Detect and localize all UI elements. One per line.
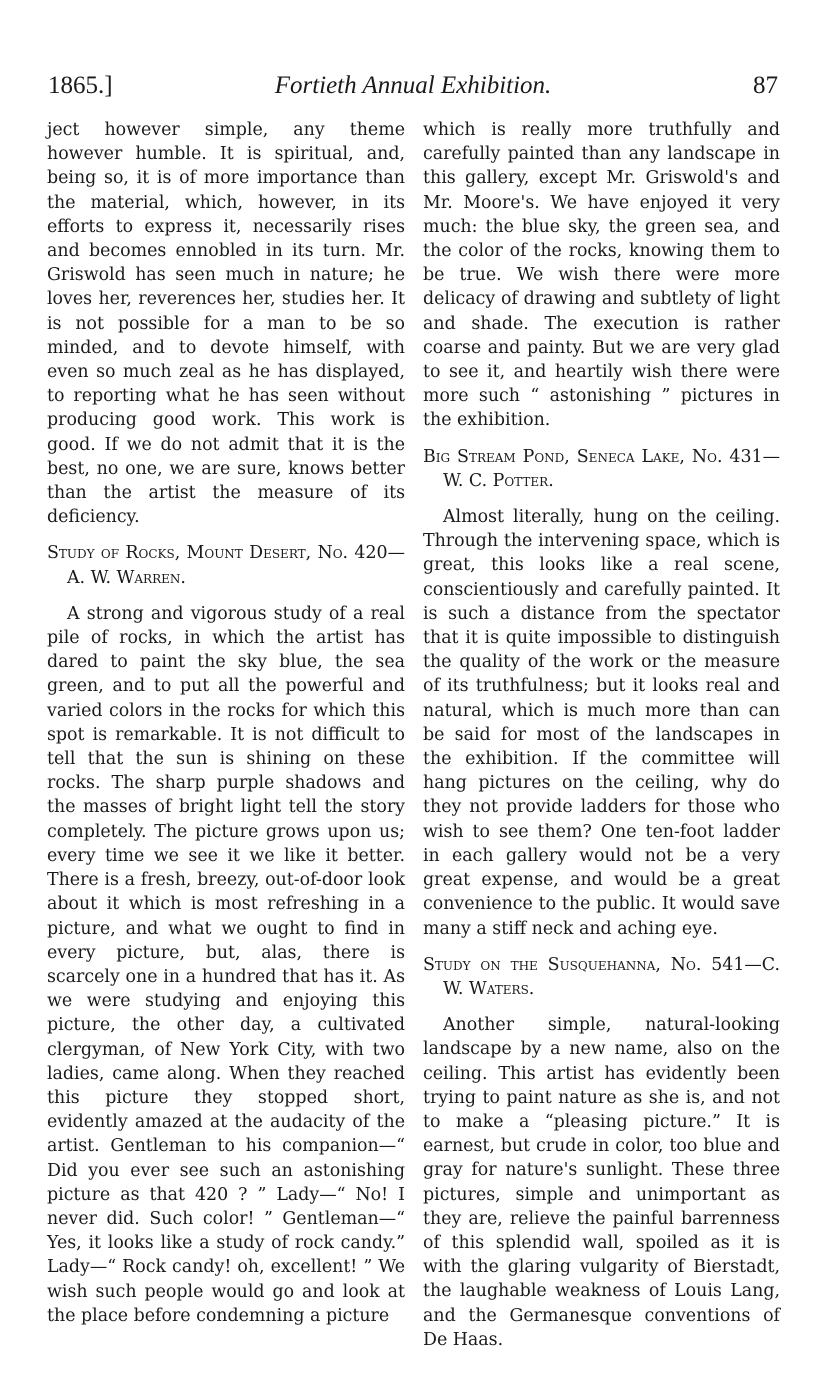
header-year: 1865.] xyxy=(48,72,113,99)
left-column xyxy=(47,118,405,1328)
entry-paragraph-potter: Almost literally, hung on the ceiling. Through the intervening space, which is great, this looks like a real scene, conscientiously and carefully painted. It is such a distance from the spectator that it is quite impossible to distinguish the quality of the work or the measure of its truthfulness; but it looks real and natural, which is much more than can be said for most of the landscapes in the exhibition. If the committee will hang pictures on the ceiling, why do they not provide ladders for those who wish to see them? One ten-foot ladder in each gallery would not be a very great expense, and would be a great convenience to the public. It would save many a stiff neck and aching eye. xyxy=(423,507,780,939)
entry-heading-potter: Big Stream Pond, Seneca Lake, No. 431—W. C. Potter. xyxy=(423,446,780,491)
continued-paragraph-left: ject however simple, any theme however humble. It is spiritual, and, being so, it is of more importance than the material, which, however, in its efforts to express it, necessarily rises and becomes ennobled in its turn. Mr. Griswold has seen much in nature; he loves her, reverences her, studies her. It is not possible for a man to be so minded, and to devote himself, with even so much zeal as he has displayed, to reporting what he has seen without producing good work. This work is good. If we do not admit that it is the best, no one, we are sure, knows better than the artist the measure of its deficiency. xyxy=(47,120,405,528)
entry-heading-waters: Study on the Susquehanna, No. 541—C. W. Waters. xyxy=(423,954,780,999)
continued-paragraph-right: which is really more truthfully and carefully painted than any landscape in this gallery, except Mr. Griswold's and Mr. Moore's. We have enjoyed it very much: the blue sky, the green sea, and the color of the rocks, knowing them to be true. We wish there were more delicacy of drawing and subtlety of light and shade. The execution is rather coarse and painty. But we are very glad to see it, and heartily wish there were more such “ astonishing ” pictures in the exhibition. xyxy=(423,120,780,431)
right-column xyxy=(423,118,780,1352)
running-header xyxy=(48,72,778,106)
page-number: 87 xyxy=(753,72,778,99)
entry-heading-warren: Study of Rocks, Mount Desert, No. 420—A. W. Warren. xyxy=(47,543,405,588)
header-title: Fortieth Annual Exhibition. xyxy=(274,72,552,99)
entry-paragraph-warren: A strong and vigorous study of a real pile of rocks, in which the artist has dared to paint the sky blue, the sea green, and to put all the powerful and varied colors in the rocks for which this spot is remarkable. It is not difficult to tell that the sun is shining on these rocks. The sharp purple shadows and the masses of bright light tell the story completely. The picture grows upon us; every time we see it we like it better. There is a fresh, breezy, out-of-door look about it which is most refreshing in a picture, and what we ought to find in every picture, but, alas, there is scarcely one in a hundred that has it. As we were studying and enjoying this picture, the other day, a cultivated clergyman, of New York City, with two ladies, came along. When they reached this picture they stopped short, evidently amazed at the audacity of the artist. Gentleman to his companion—“ Did you ever see such an astonishing picture as that 420 ? ” Lady—“ No! I never did. Such color! ” Gentleman—“ Yes, it looks like a study of rock candy.” Lady—“ Rock candy! oh, excellent! ” We wish such people would go and look at the place before condemning a picture xyxy=(47,603,405,1326)
entry-paragraph-waters: Another simple, natural-looking landscape by a new name, also on the ceiling. This artist has evidently been trying to paint nature as she is, and not to make a “pleasing picture.” It is earnest, but crude in color, too blue and gray for nature's sunlight. These three pictures, simple and unimportant as they are, relieve the painful barrenness of this splendid wall, spoiled as it is with the glaring vulgarity of Bierstadt, the laughable weakness of Louis Lang, and the Germanesque conventions of De Haas. xyxy=(423,1015,780,1350)
